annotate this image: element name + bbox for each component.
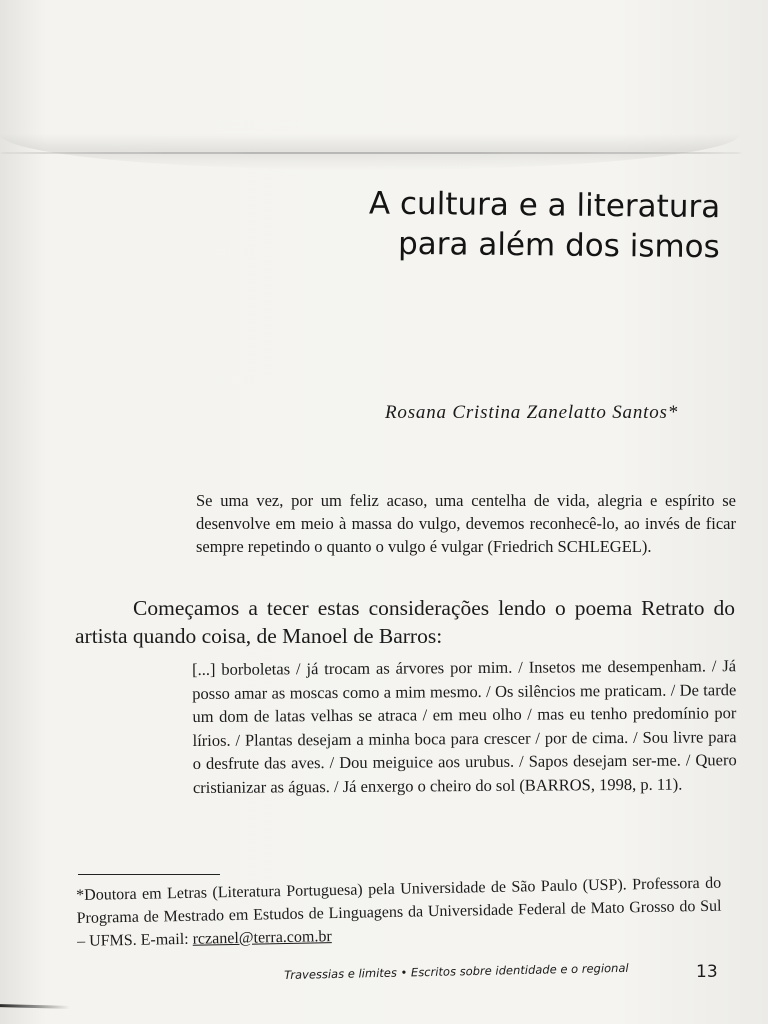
footnote-text: *Doutora em Letras (Literatura Portuguesa) pela Universidade de São Paulo (USP). Professora do Programa de Mestrado em Estudos de Linguagens da Universidade Federal de Mato Grosso do Sul – UFMS. E-mail:: [76, 874, 722, 950]
footnote-separator: [78, 874, 220, 875]
poem-quote: [...] borboletas / já trocam as árvores por mim. / Insetos me desempenham. / Já posso amar as moscas como a mim mesmo. / Os silêncios me praticam. / De tarde um dom de latas velhas se atraca / em meu olho / mas eu tenho predomínio por lírios. / Plantas desejam a minha boca para crescer / por de cima. / Sou livre para o desfrute das aves. / Dou meiguice aos urubus. / Sapos desejam ser-me. / Quero cristianizar as águas. / Já enxergo o cheiro do sol (BARROS, 1998, p. 11).: [192, 656, 737, 797]
chapter-title-line-2: para além dos ismos: [397, 225, 720, 266]
page-number: 13: [696, 962, 718, 982]
epigraph: Se uma vez, por um feliz acaso, uma centelha de vida, alegria e espírito se desenvolve em meio à massa do vulgo, devemos reconhecê-lo, ao invés de ficar sempre repetindo o quanto o vulgo é vulgar (Friedrich SCHLEGEL).: [196, 491, 736, 556]
author-name: Rosana Cristina Zanelatto Santos*: [385, 402, 678, 423]
footnote-email-link[interactable]: rczanel@terra.com.br: [192, 928, 332, 948]
chapter-title-line-1: A cultura e a literatura: [368, 185, 721, 226]
top-scan-edge: [0, 152, 742, 154]
chapter-title: [300, 183, 721, 267]
footnote: [76, 872, 722, 953]
intro-paragraph: Começamos a tecer estas considerações lendo o poema Retrato do artista quando coisa, de Manoel de Barros:: [75, 596, 735, 648]
running-footer: Travessias e limites • Escritos sobre identidade e o regional: [284, 960, 629, 982]
